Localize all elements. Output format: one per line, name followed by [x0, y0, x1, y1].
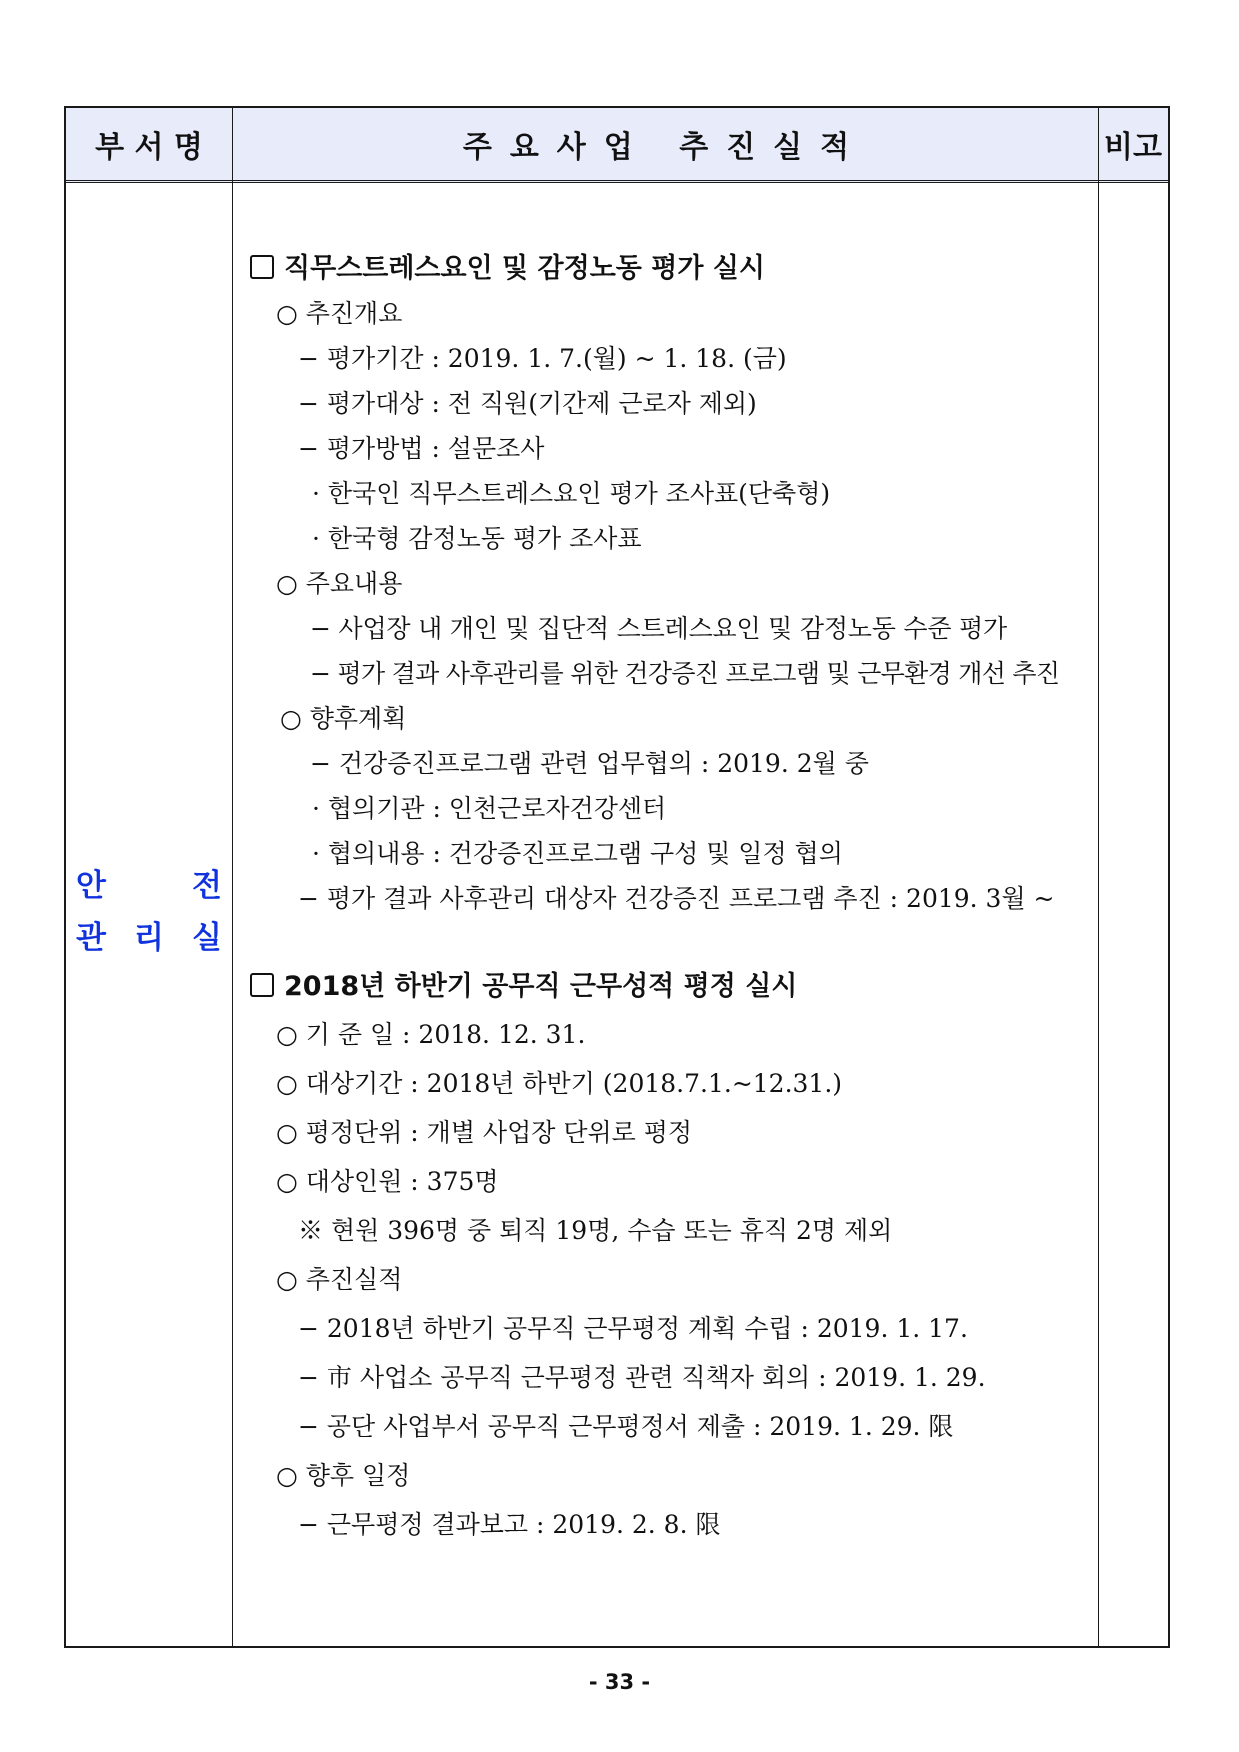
list-item: ○ 추진개요 — [276, 299, 403, 328]
column-divider — [1098, 108, 1099, 1646]
list-item: − 공단 사업부서 공무직 근무평정서 제출 : 2019. 1. 29. 限 — [298, 1412, 954, 1441]
list-item: − 市 사업소 공무직 근무평정 관련 직책자 회의 : 2019. 1. 29. — [298, 1363, 986, 1392]
header-remarks: 비고 — [1104, 130, 1162, 165]
list-item: ○ 주요내용 — [276, 569, 403, 598]
list-item: ○ 향후계획 — [280, 704, 407, 733]
list-item: − 평가기간 : 2019. 1. 7.(월) ~ 1. 18. (금) — [298, 344, 787, 373]
list-item: ○ 추진실적 — [276, 1265, 403, 1294]
section-title: 직무스트레스요인 및 감정노동 평가 실시 — [250, 252, 765, 286]
department-char: 실 — [192, 920, 222, 956]
list-item: ○ 대상인원 : 375명 — [276, 1167, 499, 1196]
page-number: - 33 - — [588, 1670, 651, 1694]
department-char: 안 — [76, 868, 106, 904]
column-divider — [232, 108, 233, 1646]
list-item: − 사업장 내 개인 및 집단적 스트레스요인 및 감정노동 수준 평가 — [310, 614, 1007, 643]
list-item: − 2018년 하반기 공무직 근무평정 계획 수립 : 2019. 1. 17. — [298, 1314, 968, 1343]
list-item: ※ 현원 396명 중 퇴직 19명, 수습 또는 휴직 2명 제외 — [298, 1216, 893, 1245]
list-item: − 평가 결과 사후관리 대상자 건강증진 프로그램 추진 : 2019. 3월 ~ — [298, 884, 1055, 913]
department-char: 관 — [76, 920, 106, 956]
list-item: − 건강증진프로그램 관련 업무협의 : 2019. 2월 중 — [310, 749, 869, 778]
list-item: ○ 대상기간 : 2018년 하반기 (2018.7.1.~12.31.) — [276, 1069, 843, 1098]
department-char: 전 — [192, 868, 222, 904]
list-item: · 한국인 직무스트레스요인 평가 조사표(단축형) — [312, 479, 831, 508]
list-item: ○ 기 준 일 : 2018. 12. 31. — [276, 1020, 586, 1049]
list-item: − 평가대상 : 전 직원(기간제 근로자 제외) — [298, 389, 757, 418]
list-item: − 평가 결과 사후관리를 위한 건강증진 프로그램 및 근무환경 개선 추진 — [310, 659, 1060, 688]
header-department: 부 서 명 — [95, 130, 203, 165]
list-item: · 협의내용 : 건강증진프로그램 구성 및 일정 협의 — [312, 839, 843, 868]
checkbox-square-icon — [250, 255, 274, 279]
section-title: 2018년 하반기 공무직 근무성적 평정 실시 — [250, 970, 797, 1004]
list-item: − 근무평정 결과보고 : 2019. 2. 8. 限 — [298, 1510, 721, 1539]
list-item: · 협의기관 : 인천근로자건강센터 — [312, 794, 667, 823]
list-item: − 평가방법 : 설문조사 — [298, 434, 545, 463]
checkbox-square-icon — [250, 973, 274, 997]
list-item: ○ 평정단위 : 개별 사업장 단위로 평정 — [276, 1118, 693, 1147]
list-item: · 한국형 감정노동 평가 조사표 — [312, 524, 642, 553]
department-char: 리 — [134, 920, 164, 956]
list-item: ○ 향후 일정 — [276, 1461, 411, 1490]
report-table — [64, 106, 1170, 1648]
header-main-projects: 주요사업 추진실적 — [462, 130, 868, 165]
